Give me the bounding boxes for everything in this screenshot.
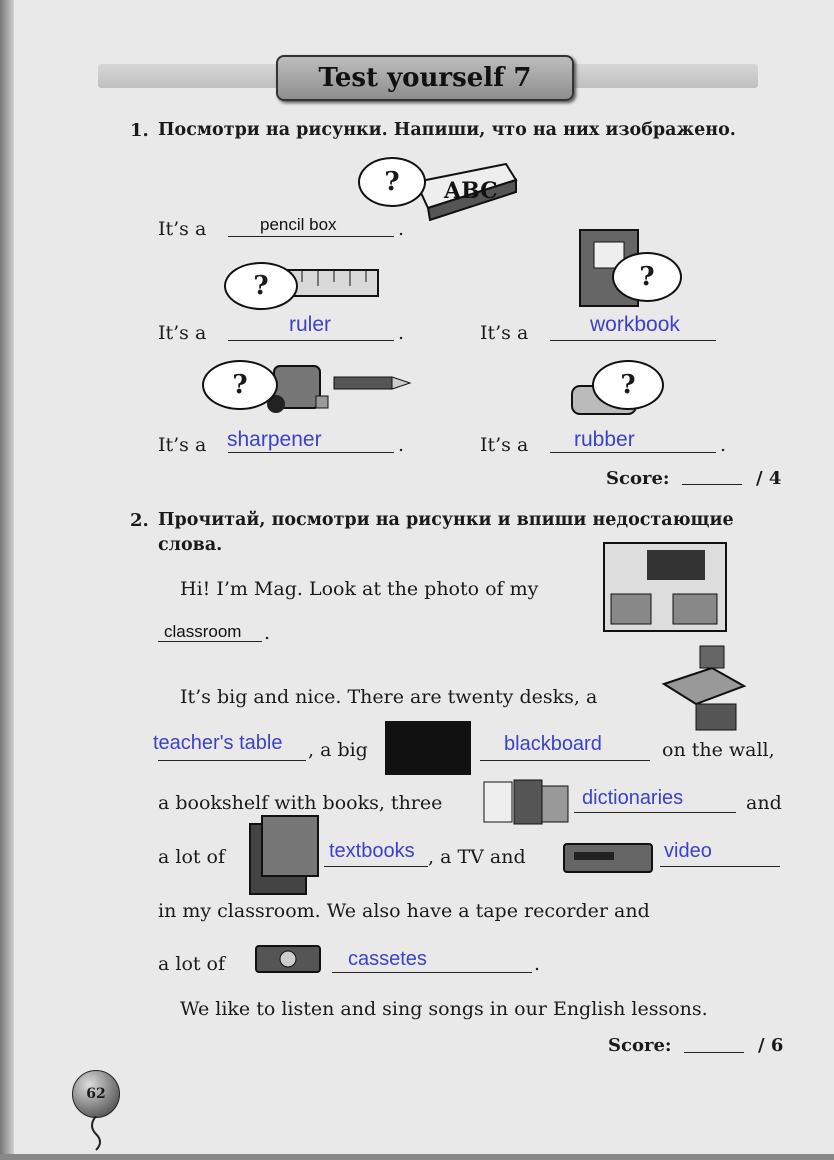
page-spine-shadow bbox=[0, 0, 14, 1160]
pencil-box-icon bbox=[416, 164, 516, 220]
question-bubble-icon: ? bbox=[592, 360, 664, 410]
story-line-1: Hi! I’m Mag. Look at the photo of my bbox=[180, 578, 539, 600]
answer-line-3 bbox=[550, 340, 716, 341]
period: . bbox=[398, 434, 405, 456]
balloon-icon bbox=[72, 1070, 120, 1118]
story-line-3b: on the wall, bbox=[662, 739, 775, 761]
story-line-2: It’s big and nice. There are twenty desks, a bbox=[180, 686, 598, 708]
period: . bbox=[398, 322, 405, 344]
story-line-4b: and bbox=[746, 792, 782, 814]
answer-textbooks[interactable]: textbooks bbox=[329, 840, 415, 862]
question-bubble-icon: ? bbox=[202, 360, 278, 410]
teacher-table-icon bbox=[660, 640, 746, 732]
answer-pencil-box[interactable]: pencil box bbox=[260, 215, 337, 234]
task2-instruction-1: Прочитай, посмотри на рисунки и впиши недостающие bbox=[158, 510, 734, 530]
blackboard-icon bbox=[385, 721, 471, 775]
dictionaries-icon bbox=[482, 776, 572, 828]
answer-line-4 bbox=[228, 452, 394, 453]
answer-line-blackboard bbox=[480, 760, 650, 761]
story-line-5a: a lot of bbox=[158, 846, 226, 868]
answer-line-teacher bbox=[158, 760, 306, 761]
cassette-icon bbox=[252, 940, 324, 976]
score-line-2[interactable] bbox=[684, 1052, 744, 1053]
story-line-4a: a bookshelf with books, three bbox=[158, 792, 443, 814]
answer-line-cassetes bbox=[332, 972, 532, 973]
task1-prefix-4: It’s a bbox=[158, 434, 207, 456]
answer-line-textbooks bbox=[324, 866, 428, 867]
page-bottom-edge bbox=[0, 1154, 834, 1160]
task1-prefix-1: It’s a bbox=[158, 218, 207, 240]
story-line-3a: , a big bbox=[308, 739, 368, 761]
period: . bbox=[534, 953, 541, 975]
score-line-1[interactable] bbox=[682, 484, 742, 485]
answer-dictionaries[interactable]: dictionaries bbox=[582, 787, 684, 809]
answer-sharpener[interactable]: sharpener bbox=[227, 428, 322, 451]
story-line-8: We like to listen and sing songs in our English lessons. bbox=[180, 998, 708, 1020]
answer-classroom[interactable]: classroom bbox=[164, 622, 242, 641]
textbooks-icon bbox=[246, 814, 322, 896]
score-total-1: / 4 bbox=[756, 468, 782, 489]
answer-ruler[interactable]: ruler bbox=[289, 313, 332, 336]
title-text: Test yourself 7 bbox=[318, 63, 532, 93]
answer-video[interactable]: video bbox=[664, 840, 712, 862]
task1-prefix-5: It’s a bbox=[480, 434, 529, 456]
ruler-icon bbox=[286, 270, 378, 296]
score-label-1: Score: bbox=[606, 468, 670, 489]
answer-cassetes[interactable]: cassetes bbox=[348, 948, 427, 970]
answer-line-5 bbox=[550, 452, 716, 453]
period: . bbox=[720, 434, 727, 456]
question-bubble-icon: ? bbox=[612, 252, 682, 302]
page-title bbox=[276, 55, 574, 101]
answer-rubber[interactable]: rubber bbox=[574, 428, 635, 451]
classroom-photo-icon bbox=[603, 542, 727, 632]
story-line-7a: a lot of bbox=[158, 953, 226, 975]
task1-prefix-2: It’s a bbox=[158, 322, 207, 344]
video-recorder-icon bbox=[562, 838, 654, 876]
period: . bbox=[264, 622, 271, 644]
answer-workbook[interactable]: workbook bbox=[590, 313, 680, 336]
story-line-6: in my classroom. We also have a tape recorder and bbox=[158, 900, 650, 922]
balloon-string bbox=[86, 1116, 106, 1152]
svg-text:ABC: ABC bbox=[444, 178, 498, 204]
score-total-2: / 6 bbox=[758, 1035, 784, 1056]
answer-line-1 bbox=[228, 236, 394, 237]
pencil-icon bbox=[334, 377, 410, 389]
question-bubble-icon: ? bbox=[358, 157, 426, 207]
question-bubble-icon: ? bbox=[224, 262, 298, 310]
task1-instruction: Посмотри на рисунки. Напиши, что на них изображено. bbox=[158, 120, 736, 140]
answer-blackboard[interactable]: blackboard bbox=[504, 733, 602, 755]
answer-line-dictionaries bbox=[574, 812, 736, 813]
task2-number: 2. bbox=[130, 510, 149, 531]
answer-line-video bbox=[660, 866, 780, 867]
answer-line-2 bbox=[228, 340, 394, 341]
story-line-5b: , a TV and bbox=[428, 846, 526, 868]
score-label-2: Score: bbox=[608, 1035, 672, 1056]
task1-prefix-3: It’s a bbox=[480, 322, 529, 344]
page-number: 62 bbox=[86, 1086, 106, 1102]
task2-instruction-2: слова. bbox=[158, 535, 223, 555]
task1-number: 1. bbox=[130, 120, 149, 141]
period: . bbox=[398, 218, 405, 240]
answer-teachers-table[interactable]: teacher's table bbox=[153, 732, 283, 754]
